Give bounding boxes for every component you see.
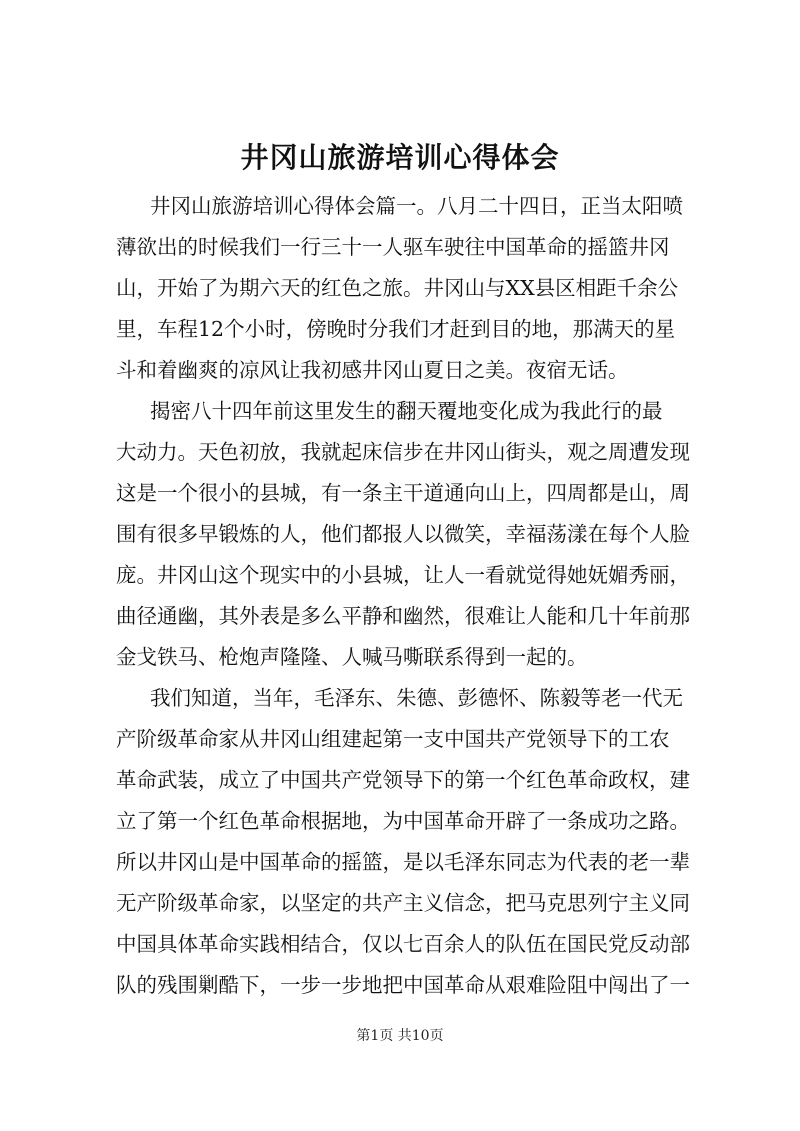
document-body — [116, 186, 716, 1006]
paragraph-3-line-5: 所以井冈山是中国革命的摇篮，是以毛泽东同志为代表的老一辈 — [116, 850, 690, 874]
paragraph-2-line-4: 围有很多早锻炼的人，他们都报人以微笑，幸福荡漾在每个人脸 — [116, 522, 690, 546]
paragraph-3-line-4: 立了第一个红色革命根据地，为中国革命开辟了一条成功之路。 — [116, 809, 690, 833]
paragraph-2-line-1: 揭密八十四年前这里发生的翻天覆地变化成为我此行的最 — [150, 399, 663, 423]
paragraph-1-line-5: 斗和着幽爽的凉风让我初感井冈山夏日之美。夜宿无话。 — [116, 358, 629, 382]
paragraph-3-line-6: 无产阶级革命家，以坚定的共产主义信念，把马克思列宁主义同 — [116, 891, 690, 915]
document-title: 井冈山旅游培训心得体会 — [240, 141, 560, 174]
paragraph-1-line-1: 井冈山旅游培训心得体会篇一。八月二十四日，正当太阳喷 — [150, 194, 683, 218]
paragraph-3-line-3: 革命武装，成立了中国共产党领导下的第一个红色革命政权，建 — [116, 768, 690, 792]
paragraph-2-line-2: 大动力。天色初放，我就起床信步在井冈山街头，观之周遭发现 — [116, 440, 690, 464]
paragraph-1-line-4: 里，车程12个小时，傍晚时分我们才赶到目的地，那满天的星 — [116, 317, 676, 341]
paragraph-2-line-3: 这是一个很小的县城，有一条主干道通向山上，四周都是山，周 — [116, 481, 690, 505]
page-footer: 第1页 共10页 — [356, 1028, 444, 1044]
paragraph-3-line-1: 我们知道，当年，毛泽东、朱德、彭德怀、陈毅等老一代无 — [150, 686, 683, 710]
paragraph-3-line-7: 中国具体革命实践相结合，仅以七百余人的队伍在国民党反动部 — [116, 932, 690, 956]
paragraph-3-line-8: 队的残围剿酷下，一步一步地把中国革命从艰难险阻中闯出了一 — [116, 973, 690, 997]
paragraph-1-line-2: 薄欲出的时候我们一行三十一人驱车驶往中国革命的摇篮井冈 — [116, 235, 670, 259]
paragraph-2-line-5: 庞。井冈山这个现实中的小县城，让人一看就觉得她妩媚秀丽， — [116, 563, 690, 587]
paragraph-3-line-2: 产阶级革命家从井冈山组建起第一支中国共产党领导下的工农 — [116, 727, 670, 751]
paragraph-2-line-6: 曲径通幽，其外表是多么平静和幽然，很难让人能和几十年前那 — [116, 604, 690, 628]
paragraph-2-line-7: 金戈铁马、枪炮声隆隆、人喊马嘶联系得到一起的。 — [116, 645, 588, 669]
paragraph-1-line-3: 山，开始了为期六天的红色之旅。井冈山与XX县区相距千余公 — [116, 276, 679, 300]
